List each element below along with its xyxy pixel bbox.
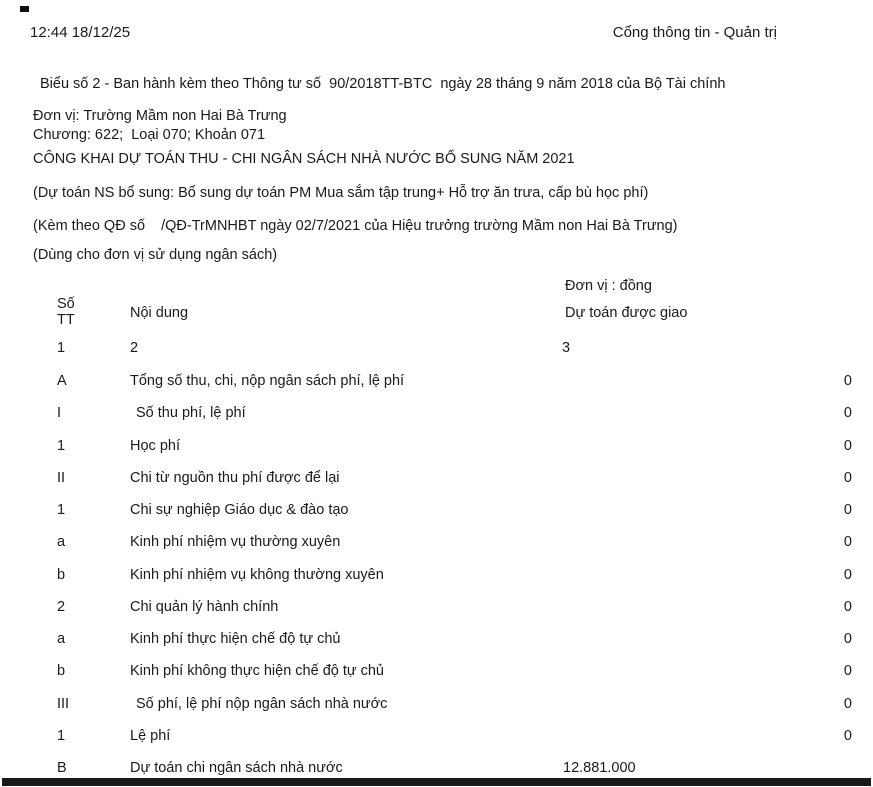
table-row bbox=[0, 560, 873, 592]
chapter-line: Chương: 622; Loại 070; Khoản 071 bbox=[33, 127, 266, 143]
table-row bbox=[0, 366, 873, 398]
row-value: 0 bbox=[843, 469, 852, 486]
row-content: Số thu phí, lệ phí bbox=[136, 405, 246, 422]
note-decision: (Kèm theo QĐ số /QĐ-TrMNHBT ngày 02/7/2021 của Hiệu trưởng trường Mầm non Hai Bà Trưng) bbox=[33, 218, 678, 234]
row-value: 0 bbox=[843, 598, 852, 615]
table-row bbox=[0, 398, 873, 430]
row-no: I bbox=[57, 405, 62, 422]
row-value: 0 bbox=[843, 631, 852, 647]
index-cell-1: 1 bbox=[57, 340, 66, 356]
row-content: Chi từ nguồn thu phí được để lại bbox=[130, 469, 340, 486]
form-number-line: Biểu số 2 - Ban hành kèm theo Thông tư số 90/2018TT-BTC ngày 28 tháng 9 năm 2018 của Bộ Tài chính bbox=[40, 76, 726, 92]
row-value: 0 bbox=[843, 373, 852, 389]
row-content: Học phí bbox=[130, 437, 180, 454]
row-value: 0 bbox=[843, 695, 852, 712]
row-value: 0 bbox=[843, 566, 852, 583]
column-header-no-line2: TT bbox=[57, 312, 75, 328]
row-content: Tổng số thu, chi, nộp ngân sách phí, lệ phí bbox=[130, 373, 405, 389]
header-timestamp: 12:44 18/12/25 bbox=[30, 24, 131, 41]
column-header-no bbox=[57, 296, 75, 328]
row-no: 1 bbox=[57, 502, 66, 518]
row-no: B bbox=[57, 760, 67, 776]
row-no: a bbox=[57, 631, 66, 647]
table-row bbox=[0, 495, 873, 527]
row-content: Số phí, lệ phí nộp ngân sách nhà nước bbox=[136, 695, 388, 712]
table-row bbox=[0, 592, 873, 624]
row-value: 0 bbox=[843, 405, 852, 422]
corner-mark bbox=[20, 6, 29, 12]
row-content: Lệ phí bbox=[130, 727, 171, 744]
index-cell-3: 3 bbox=[562, 340, 571, 356]
row-content: Dự toán chi ngân sách nhà nước bbox=[130, 760, 343, 776]
document-title: CÔNG KHAI DỰ TOÁN THU - CHI NGÂN SÁCH NHÀ NƯỚC BỔ SUNG NĂM 2021 bbox=[33, 151, 575, 167]
table-row bbox=[0, 527, 873, 559]
index-cell-2: 2 bbox=[130, 340, 139, 356]
row-no: A bbox=[57, 373, 67, 389]
row-content: Kinh phí không thực hiện chế độ tự chủ bbox=[130, 663, 384, 680]
table-row bbox=[0, 689, 873, 721]
row-no: a bbox=[57, 534, 66, 551]
column-header-no-line1: Số bbox=[57, 296, 75, 312]
row-value: 0 bbox=[843, 502, 852, 518]
row-content: Chi sự nghiệp Giáo dục & đào tạo bbox=[130, 502, 349, 518]
note-supplement: (Dự toán NS bổ sung: Bổ sung dự toán PM Mua sắm tập trung+ Hỗ trợ ăn trưa, cấp bù học phí) bbox=[33, 185, 649, 201]
row-value: 0 bbox=[843, 663, 852, 680]
table-row bbox=[0, 431, 873, 463]
row-content: Kinh phí thực hiện chế độ tự chủ bbox=[130, 631, 341, 647]
row-value: 0 bbox=[843, 437, 852, 454]
row-value: 0 bbox=[843, 727, 852, 744]
note-usage: (Dùng cho đơn vị sử dụng ngân sách) bbox=[33, 247, 278, 263]
row-no: b bbox=[57, 566, 66, 583]
bottom-bar bbox=[2, 778, 871, 786]
row-value: 12.881.000 bbox=[563, 760, 636, 779]
row-no: 1 bbox=[57, 727, 66, 744]
header-portal-title: Cổng thông tin - Quản trị bbox=[612, 24, 777, 41]
budget-table bbox=[0, 366, 873, 785]
row-value: 0 bbox=[843, 534, 852, 551]
table-row bbox=[0, 463, 873, 495]
row-content: Kinh phí nhiệm vụ thường xuyên bbox=[130, 534, 341, 551]
row-no: b bbox=[57, 663, 66, 680]
row-no: III bbox=[57, 695, 70, 712]
row-no: 2 bbox=[57, 598, 66, 615]
table-row bbox=[0, 624, 873, 656]
row-content: Chi quản lý hành chính bbox=[130, 598, 279, 615]
column-header-content: Nội dung bbox=[130, 305, 189, 321]
row-no: 1 bbox=[57, 437, 66, 454]
currency-note: Đơn vị : đồng bbox=[565, 278, 652, 294]
table-row bbox=[0, 656, 873, 688]
unit-line: Đơn vị: Trường Mầm non Hai Bà Trưng bbox=[33, 108, 287, 124]
row-content: Kinh phí nhiệm vụ không thường xuyên bbox=[130, 566, 384, 583]
table-row bbox=[0, 721, 873, 753]
column-header-value: Dự toán được giao bbox=[565, 305, 688, 321]
row-no: II bbox=[57, 469, 66, 486]
